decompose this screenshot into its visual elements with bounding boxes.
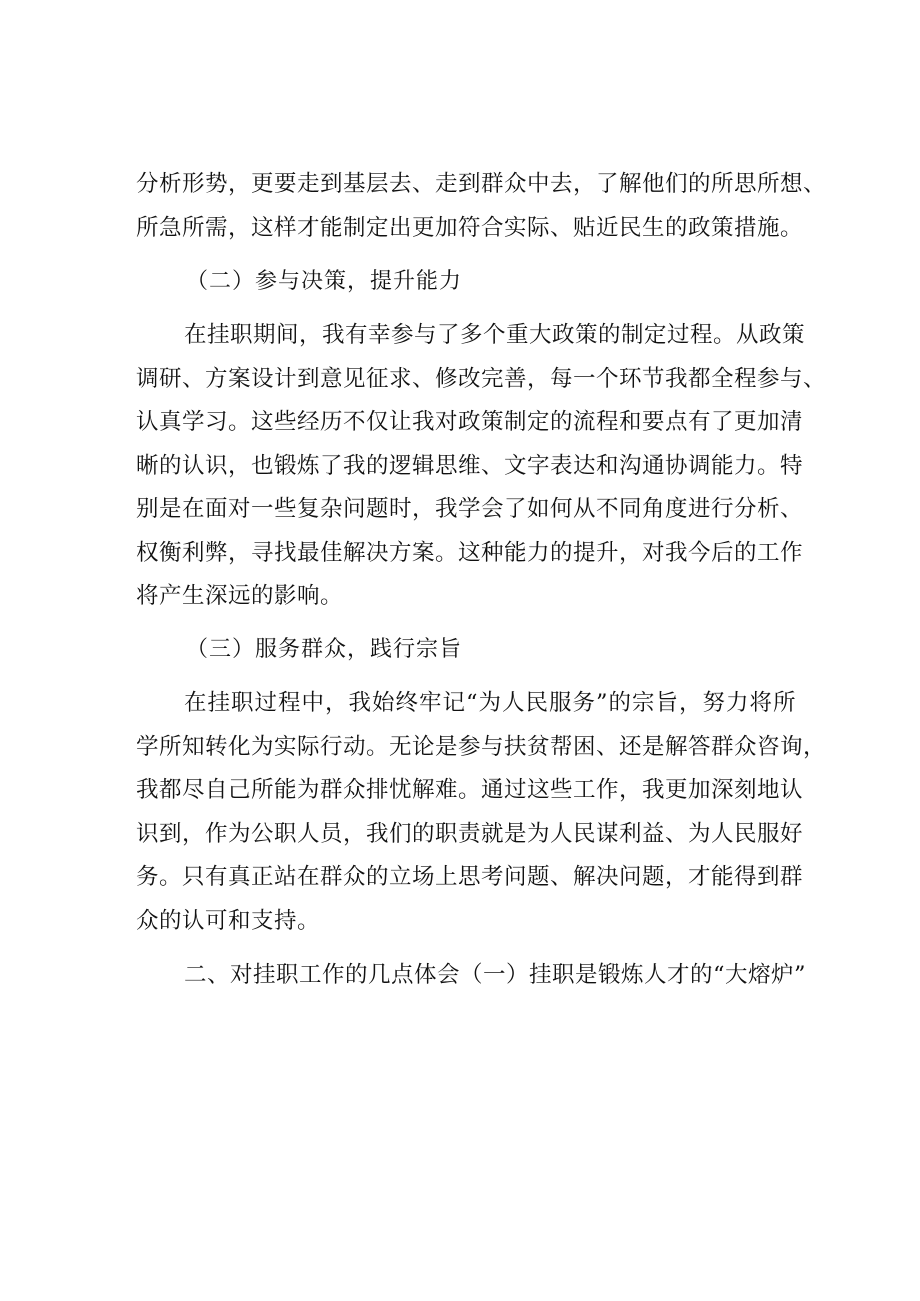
paragraph-line: 别是在面对一些复杂问题时，我学会了如何从不同角度进行分析、 <box>136 496 804 522</box>
paragraph-line: 在挂职期间，我有幸参与了多个重大政策的制定过程。从政策 <box>184 322 806 348</box>
paragraph-line: 识到，作为公职人员，我们的职责就是为人民谋利益、为人民服好 <box>136 821 804 847</box>
section-heading: （二）参与决策，提升能力 <box>186 269 463 294</box>
paragraph-line: 务。只有真正站在群众的立场上思考问题、解决问题，才能得到群 <box>136 864 804 890</box>
paragraph-line: 学所知转化为实际行动。无论是参与扶贫帮困、还是解答群众咨询， <box>136 734 827 760</box>
section-title: 二、对挂职工作的几点体会（一）挂职是锻炼人才的“大熔炉” <box>184 962 807 988</box>
paragraph-line: 调研、方案设计到意见征求、修改完善，每一个环节我都全程参与、 <box>136 366 827 392</box>
paragraph-line: 所急所需，这样才能制定出更加符合实际、贴近民生的政策措施。 <box>136 215 804 241</box>
paragraph-line: 晰的认识，也锻炼了我的逻辑思维、文字表达和沟通协调能力。特 <box>136 453 804 479</box>
paragraph-line: 众的认可和支持。 <box>136 908 321 934</box>
paragraph-line: 我都尽自己所能为群众排忧解难。通过这些工作，我更加深刻地认 <box>136 777 804 803</box>
paragraph-line: 权衡利弊，寻找最佳解决方案。这种能力的提升，对我今后的工作 <box>136 540 804 566</box>
paragraph-line: 分析形势，更要走到基层去、走到群众中去，了解他们的所思所想、 <box>136 171 827 197</box>
paragraph-line: 在挂职过程中，我始终牢记“为人民服务”的宗旨，努力将所 <box>184 690 796 716</box>
paragraph-line: 认真学习。这些经历不仅让我对政策制定的流程和要点有了更加清 <box>136 409 804 435</box>
section-heading: （三）服务群众，践行宗旨 <box>186 637 463 662</box>
paragraph-line: 将产生深远的影响。 <box>136 583 344 609</box>
